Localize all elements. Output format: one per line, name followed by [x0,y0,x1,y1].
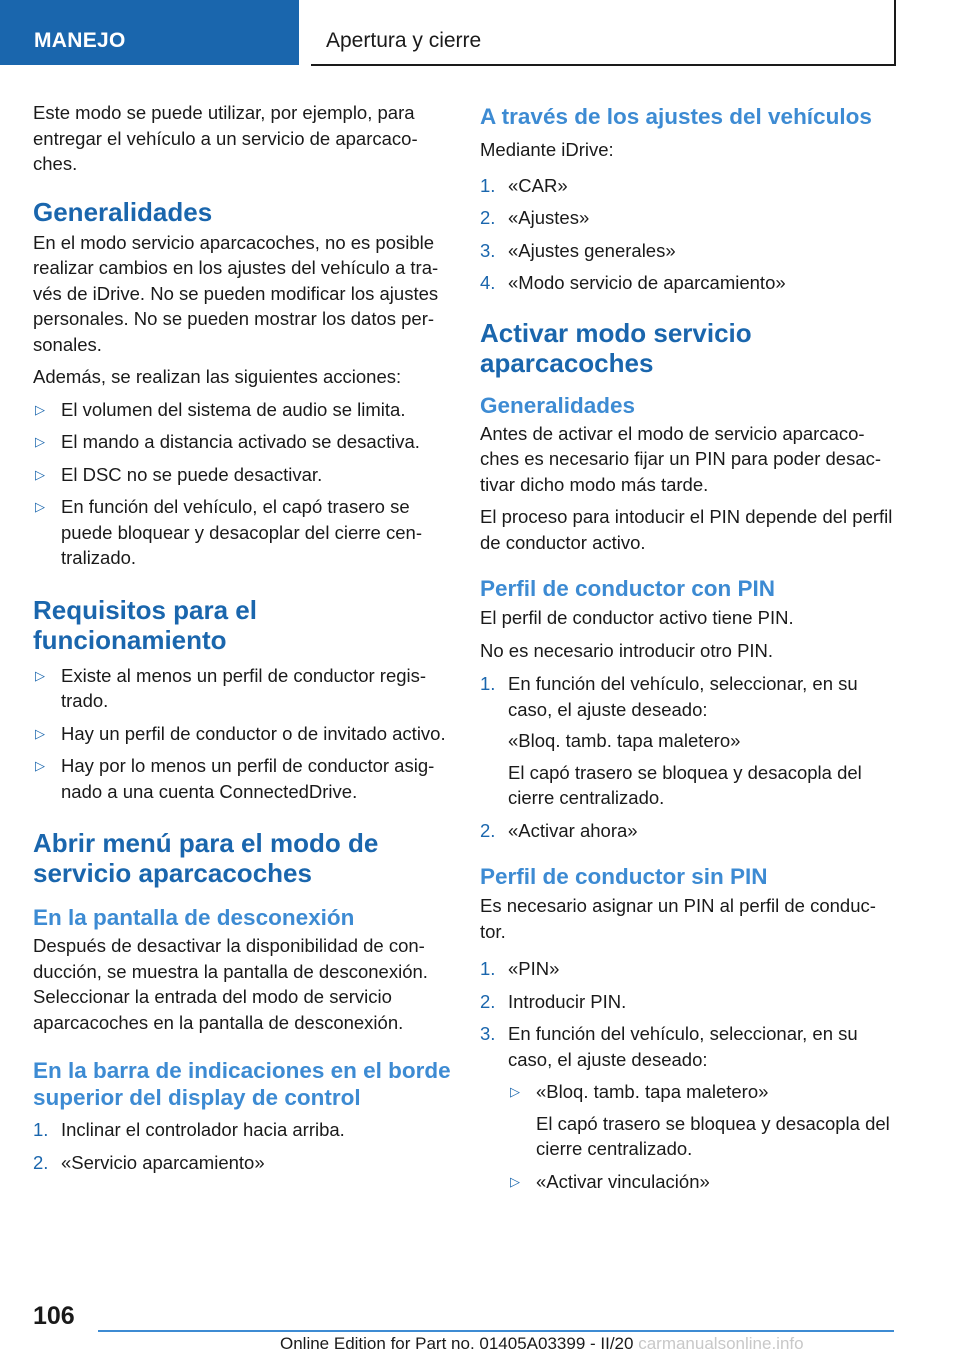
triangle-bullet-icon: ▷ [35,667,45,683]
list-item: ▷ El DSC no se puede desactivar. [33,462,451,488]
header-chapter-box [311,0,896,66]
triangle-bullet-icon: ▷ [35,434,45,449]
intro-paragraph: Este modo se puede utilizar, por ejemplo, para entregar el vehículo a un servicio de aparcacoches. [33,102,418,174]
triangle-bullet-icon: ▷ [510,1084,520,1099]
list-item: ▷ Hay por lo menos un perfil de conductor asignado a una cuenta ConnectedDrive. [35,755,435,802]
generalidades-paragraph: En el modo servicio aparcacoches, no es posible realizar cambios en los ajustes del vehículo a través de iDrive. No se pueden modificar los ajustes personales. No se pueden mostrar los datos personales. [33,231,439,355]
heading-sin-pin: Perfil de conductor sin PIN [480,864,768,889]
list-item: 2. «Activar ahora» [480,819,638,841]
header-chapter-label: Apertura y cierre [326,29,482,52]
ajustes-steps-list [480,173,894,296]
footer-edition-line [280,1334,804,1354]
list-item: ▷ El mando a distancia activado se desactiva. [33,429,451,455]
footer-edition-text: Online Edition for Part no. 01405A03399 - II/20 [280,1334,634,1353]
list-item: ▷ Existe al menos un perfil de conductor registrado. [35,664,427,711]
left-column [33,100,451,1182]
list-item: ▷ En función del vehículo, el capó trasero se puede bloquear y desacoplar del cierre centralizado. [35,496,422,568]
list-item: 1. Inclinar el controlador hacia arriba. [33,1119,345,1140]
con-pin-paragraph-2: No es necesario introducir otro PIN. [480,639,774,661]
heading-barra-indicaciones: En la barra de indicaciones en el borde superior del display de control [33,1058,451,1110]
triangle-bullet-icon: ▷ [35,758,45,773]
list-item: 1. «PIN» [480,958,560,979]
list-item: 3. «Ajustes generales» [480,239,676,261]
list-item: ▷ «Bloq. tamb. tapa maletero» El capó trasero se bloquea y desacopla del cierre centralizado. [510,1081,890,1159]
triangle-bullet-icon: ▷ [35,466,45,482]
list-item: ▷ El volumen del sistema de audio se limita. [33,397,451,423]
sin-pin-paragraph: Es necesario asignar un PIN al perfil de conductor. [480,895,876,942]
barra-steps-list [33,1117,451,1175]
heading-activar-modo: Activar modo servicio aparcacoches [480,317,752,378]
heading-ajustes-vehiculo: A través de los ajustes del vehículos [480,104,872,129]
con-pin-steps-list [480,671,894,843]
heading-requisitos: Requisitos para el funcionamiento [33,594,257,655]
header-section-label: MANEJO [34,29,126,52]
sin-pin-suboptions-list [508,1079,894,1194]
heading-generalidades-right: Generalidades [480,392,636,418]
ademas-paragraph: Además, se realizan las siguientes acciones: [33,366,402,387]
con-pin-paragraph-1: El perfil de conductor activo tiene PIN. [480,607,794,628]
page-number: 106 [33,1302,75,1330]
list-item: ▷ «Activar vinculación» [508,1169,894,1195]
list-item: 4. «Modo servicio de aparcamiento» [480,272,786,293]
list-item: 1. «CAR» [480,174,568,196]
sin-pin-steps-list [480,956,894,1194]
mediante-paragraph: Mediante iDrive: [480,139,614,160]
heading-abrir-menu: Abrir menú para el modo de servicio aparcacoches [33,828,379,888]
heading-con-pin: Perfil de conductor con PIN [480,576,776,601]
triangle-bullet-icon: ▷ [510,1173,520,1189]
triangle-bullet-icon: ▷ [35,499,45,514]
triangle-bullet-icon: ▷ [35,401,45,417]
requisitos-list [33,663,451,805]
list-item: ▷ Hay un perfil de conductor o de invitado activo. [33,721,451,747]
antes-paragraph: Antes de activar el modo de servicio aparcacoches es necesario fijar un PIN para poder desactivar dicho modo más tarde. [480,422,882,495]
list-item: 2. Introducir PIN. [480,990,627,1012]
footer-watermark: carmanualsonline.info [638,1334,804,1353]
right-column [480,100,894,1201]
header-section-tab [0,0,299,65]
footer-rule [98,1330,894,1332]
heading-generalidades: Generalidades [33,196,213,227]
proceso-paragraph: El proceso para intoducir el PIN depende del perfil de conductor activo. [480,506,893,553]
list-item: 2. «Ajustes» [480,207,590,228]
acciones-list [33,397,451,571]
triangle-bullet-icon: ▷ [35,725,45,741]
list-item: 3. En función del vehículo, seleccionar, en su caso, el ajuste deseado: ▷ «Bloq. tamb. tapa maletero» El capó trasero se bloquea y desacopla del cierre centralizado. ▷ «Activar vinculación» [480,1021,894,1194]
list-item: 1. En función del vehículo, seleccionar, en su caso, el ajuste deseado: «Bloq. tamb. tapa maletero» El capó trasero se bloquea y desacopla del cierre centralizado. [480,673,862,808]
heading-pantalla-desconexion: En la pantalla de desconexión [33,905,355,930]
pantalla-paragraph: Después de desactivar la disponibilidad de conducción, se muestra la pantalla de desconexión. Seleccionar la entrada del modo de servicio aparcacoches en la pantalla de desconexión. [33,935,428,1033]
list-item: 2. «Servicio aparcamiento» [33,1151,265,1173]
